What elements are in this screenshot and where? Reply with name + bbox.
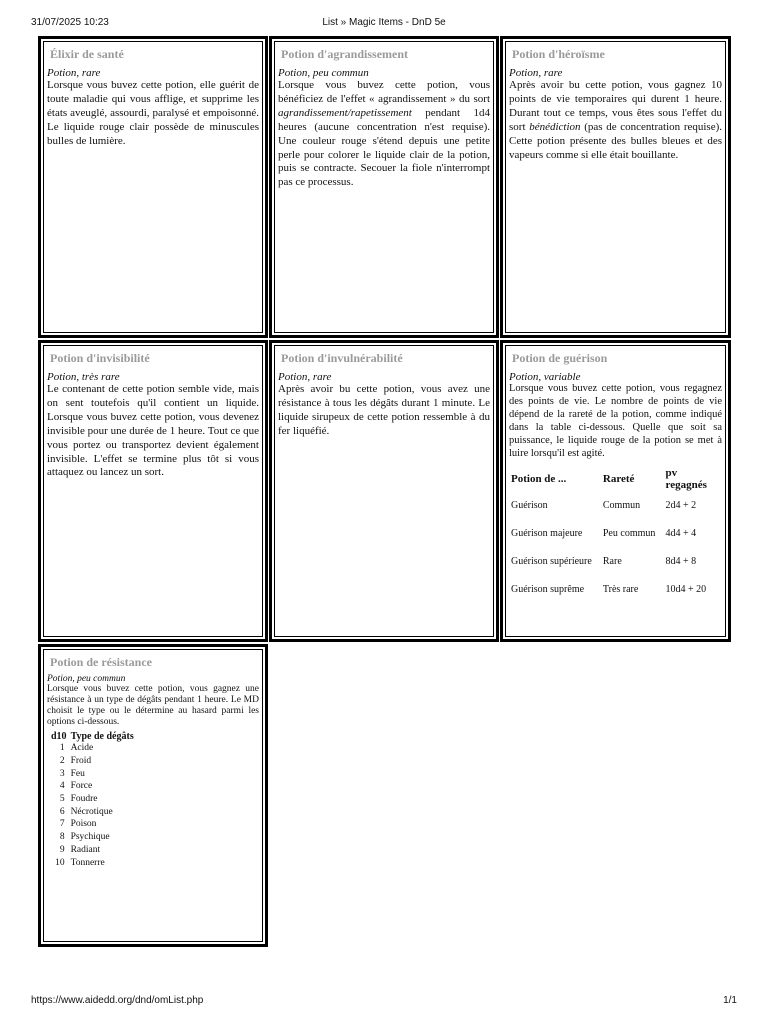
table-cell: 2 <box>59 756 65 767</box>
desc-part: Lorsque vous buvez cette potion, vous bénéficiez de l'effet « agrandissement » du sort <box>278 79 490 105</box>
spell-name: agrandissement/rapetissement <box>278 106 412 119</box>
table-cell: 7 <box>59 819 65 830</box>
table-row <box>49 856 136 869</box>
print-title: List » Magic Items - DnD 5e <box>322 17 446 28</box>
table-cell: Poison <box>70 819 97 830</box>
print-datetime: 31/07/2025 10:23 <box>31 17 109 28</box>
card-type: Potion, rare <box>278 371 332 383</box>
table-cell: Radiant <box>70 844 101 855</box>
table-row <box>509 520 722 548</box>
card-description: Après avoir bu cette potion, vous avez une résistance à tous les dégâts durant 1 minute. Le liquide sirupeux de cette potion ressemble à du fer liquéfié. <box>278 383 490 437</box>
item-card-potion-invulnerabilite <box>269 340 499 642</box>
card-description: Lorsque vous buvez cette potion, vous gagnez une résistance à un type de dégâts pendant 1 heure. Le MD choisit le type ou le détermine au hasard parmi les options ci-dessous. <box>47 684 259 727</box>
card-type: Potion, rare <box>509 67 563 79</box>
print-header <box>0 17 768 31</box>
card-description: Le contenant de cette potion semble vide, mais on sent toutefois qu'il contient un liquide. Lorsque vous buvez cette potion, vous devenez invisible pour une durée de 1 heure. Tout ce que vous portez ou transportez devient également invisible. L'effet se termine plus tôt si vous attaquez ou lancez un sort. <box>47 383 259 479</box>
item-card-potion-agrandissement <box>269 36 499 338</box>
table-cell: 8d4 + 8 <box>665 556 697 568</box>
card-description <box>509 79 722 162</box>
table-cell: Guérison majeure <box>511 528 583 540</box>
table-row <box>49 742 136 755</box>
table-row <box>509 548 722 576</box>
item-card-elixir-de-sante <box>38 36 268 338</box>
table-row <box>49 844 136 857</box>
healing-table <box>509 466 722 604</box>
card-title: Potion d'héroïsme <box>512 47 605 61</box>
table-cell: 5 <box>59 794 65 805</box>
column-header: pv regagnés <box>665 467 707 492</box>
table-cell: Feu <box>70 768 85 779</box>
table-cell: Très rare <box>602 584 639 596</box>
table-cell: Psychique <box>70 832 110 843</box>
card-type: Potion, rare <box>47 67 101 79</box>
table-cell: 4 <box>59 781 65 792</box>
table-cell: 10d4 + 20 <box>665 584 707 596</box>
table-row <box>49 755 136 768</box>
table-cell: Foudre <box>70 794 98 805</box>
table-cell: Guérison suprême <box>511 584 585 596</box>
table-row <box>49 793 136 806</box>
table-header-row <box>49 731 136 742</box>
card-type: Potion, variable <box>509 371 581 383</box>
table-row <box>49 818 136 831</box>
card-title: Potion d'agrandissement <box>281 47 409 61</box>
table-cell: Commun <box>602 500 641 512</box>
table-cell: 2d4 + 2 <box>665 500 697 512</box>
desc-part: (pas de concentration requise). Cette potion présente des bulles bleues et des vapeurs comme si elle était bouillante. <box>509 120 722 161</box>
item-card-potion-guerison <box>500 340 731 642</box>
table-cell: Force <box>70 781 93 792</box>
table-row <box>509 576 722 604</box>
table-row <box>49 831 136 844</box>
print-page-number: 1/1 <box>723 995 737 1006</box>
column-header: Type de dégâts <box>70 731 134 742</box>
table-cell: Acide <box>70 743 94 754</box>
card-description: Lorsque vous buvez cette potion, elle guérit de toute maladie qui vous afflige, et supprime les états aveuglé, assourdi, paralysé et empoisonné. Le liquide rouge clair possède de minuscules bulles de lumière. <box>47 79 259 147</box>
table-cell: Peu commun <box>602 528 656 540</box>
table-row <box>509 492 722 520</box>
table-cell: 4d4 + 4 <box>665 528 697 540</box>
item-card-potion-invisibilite <box>38 340 268 642</box>
card-title: Potion d'invulnérabilité <box>281 351 403 365</box>
card-type: Potion, très rare <box>47 371 120 383</box>
table-cell: Guérison <box>511 500 548 512</box>
damage-type-table <box>49 731 136 869</box>
table-cell: Nécrotique <box>70 806 113 817</box>
card-title: Élixir de santé <box>50 47 124 61</box>
column-header: Potion de ... <box>511 473 567 486</box>
item-card-potion-resistance <box>38 644 268 947</box>
column-header: Rareté <box>602 473 635 486</box>
desc-part: Après avoir bu cette potion, vous gagnez 10 points de vie temporaires qui durent 1 heure. Durant tout ce temps, vous êtes sous l'effet du sort <box>509 79 722 133</box>
table-cell: Guérison supérieure <box>511 556 592 568</box>
table-header-row <box>509 466 722 492</box>
desc-part: pendant 1d4 heures (aucune concentration n'est requise). Une couleur rouge s'étend depuis une petite perle pour colorer le liquide clair de la potion, puis se contracte. Secouer la fiole n'interrompt pas ce processus. <box>278 106 490 189</box>
table-row <box>49 805 136 818</box>
card-type: Potion, peu commun <box>47 674 126 684</box>
table-cell: Tonnerre <box>70 857 105 868</box>
table-cell: 3 <box>59 768 65 779</box>
print-url: https://www.aidedd.org/dnd/omList.php <box>31 995 204 1006</box>
table-cell: 6 <box>59 806 65 817</box>
table-row <box>49 767 136 780</box>
table-cell: 10 <box>55 857 65 868</box>
table-cell: Rare <box>602 556 622 568</box>
card-title: Potion de résistance <box>50 655 152 669</box>
item-card-potion-heroisme <box>500 36 731 338</box>
card-type: Potion, peu commun <box>278 67 369 79</box>
table-row <box>49 780 136 793</box>
table-cell: 9 <box>59 844 65 855</box>
card-description: Lorsque vous buvez cette potion, vous regagnez des points de vie. Le nombre de points de vie dépend de la rareté de la potion, comme indiqué dans la table ci-dessous. Quelle que soit sa puissance, le liquide rouge de la potion se met à luire lorsqu'il est agité. <box>509 383 722 459</box>
card-title: Potion de guérison <box>512 351 608 365</box>
column-header: d10 <box>51 731 67 742</box>
print-footer <box>0 995 768 1009</box>
table-cell: Froid <box>70 756 92 767</box>
table-cell: 8 <box>59 832 65 843</box>
table-cell: 1 <box>59 743 65 754</box>
card-description <box>278 79 490 190</box>
card-title: Potion d'invisibilité <box>50 351 150 365</box>
spell-name: bénédiction <box>529 120 581 133</box>
